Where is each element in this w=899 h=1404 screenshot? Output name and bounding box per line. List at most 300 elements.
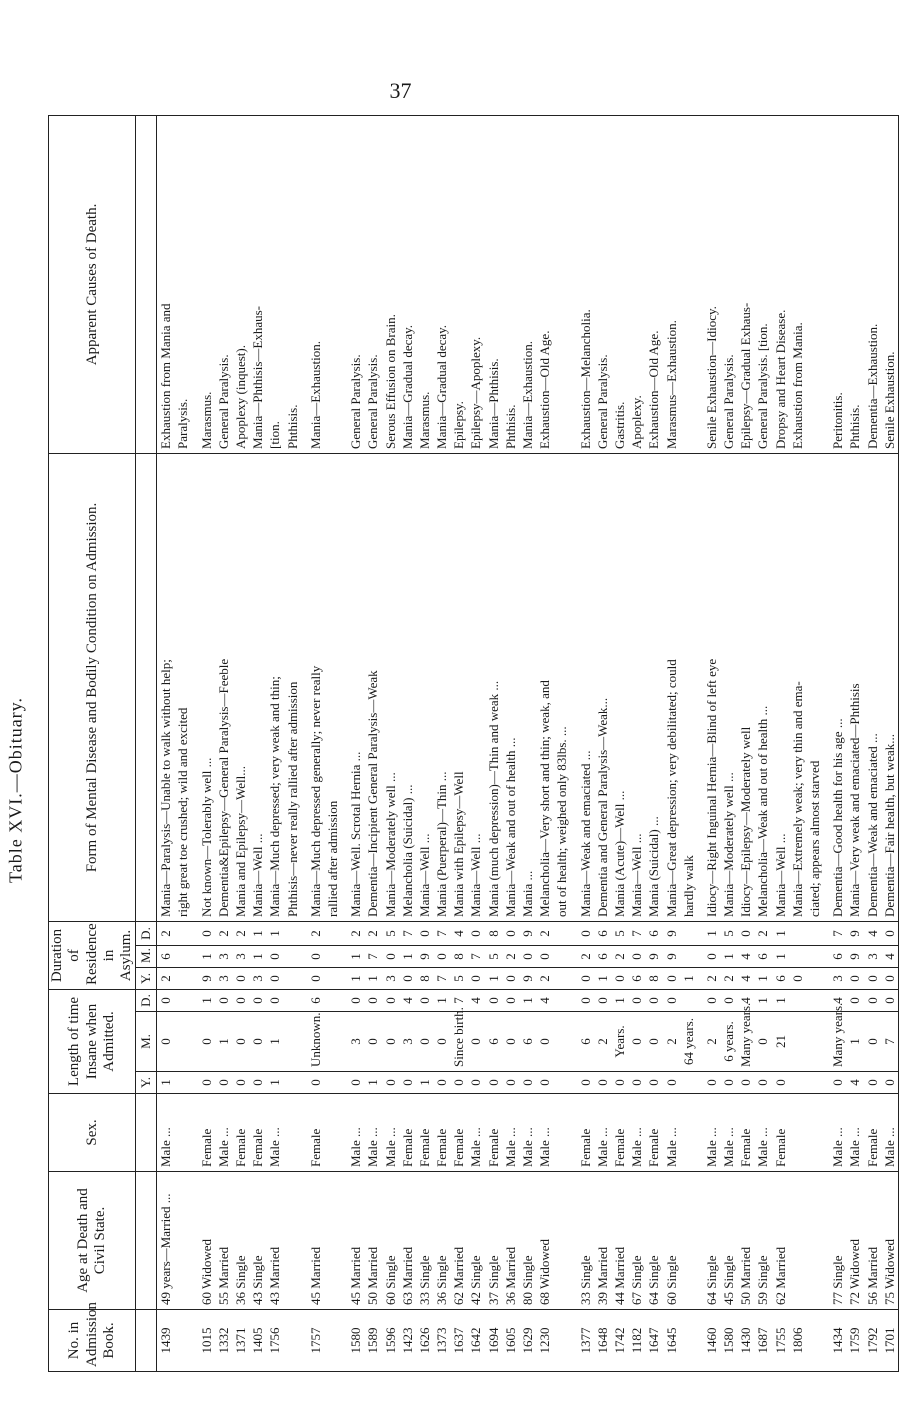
cause-of-death: Phthisis. <box>847 404 863 449</box>
sex: Female <box>399 1128 415 1167</box>
length-years: 0 <box>485 1079 501 1086</box>
form-of-disease: Mania—Moderately well ... <box>382 772 398 917</box>
form-of-disease: Melancholia (Suicidal) ... <box>399 784 415 917</box>
duration-days: 2 <box>158 930 174 937</box>
page-number: 37 <box>389 78 412 103</box>
age-civil-state <box>806 1176 823 1305</box>
duration-days: 2 <box>755 930 771 937</box>
cause-of-death: General Paralysis. <box>215 354 231 449</box>
header-cause: Apparent Causes of Death. <box>49 115 136 453</box>
duration-months: 9 <box>847 953 863 960</box>
length-years <box>789 1076 806 1089</box>
duration-days: 2 <box>348 930 364 937</box>
admission-number: 1629 <box>520 1327 535 1354</box>
length-days <box>284 994 301 1007</box>
sex: Male ... <box>594 1127 610 1167</box>
length-years: 0 <box>537 1079 553 1086</box>
age-civil-state: 37 Single <box>485 1255 501 1305</box>
duration-years: 9 <box>520 975 535 982</box>
admission-number: 1182 <box>629 1327 645 1354</box>
form-of-disease: Idiocy—Epilepsy—Moderately well <box>738 726 754 917</box>
length-days <box>174 994 191 1007</box>
length-days: 0 <box>267 997 283 1004</box>
age-civil-state: 60 Single <box>663 1255 679 1305</box>
table-title <box>5 640 26 940</box>
duration-months: 1 <box>399 953 415 960</box>
length-days: 6 <box>307 997 323 1004</box>
duration-months: 3 <box>864 953 880 960</box>
duration-months: 1 <box>772 953 788 960</box>
duration-years: 1 <box>594 975 610 982</box>
cause-of-death: Exhaustion—Old Age. <box>646 330 662 449</box>
form-of-disease: Mania—Well ... <box>468 833 484 917</box>
sub-days: D. <box>136 989 157 1011</box>
duration-days: 5 <box>382 930 398 937</box>
sex: Male ... <box>847 1127 863 1167</box>
admission-number: 1332 <box>215 1327 231 1354</box>
form-of-disease: Mania—Much depressed generally; never really <box>307 665 323 917</box>
length-months: 0 <box>382 1038 398 1045</box>
sex: Male ... <box>348 1127 364 1167</box>
duration-years: 0 <box>789 975 805 982</box>
cause-of-death: Mania—Gradual decay. <box>434 324 450 449</box>
admission-number <box>284 1314 301 1367</box>
sex: Female <box>772 1128 788 1167</box>
duration-years: 0 <box>307 975 323 982</box>
sex: Male ... <box>663 1127 679 1167</box>
duration-days: 9 <box>847 930 863 937</box>
length-months: 7 <box>881 1038 897 1045</box>
sex: Female <box>485 1128 501 1167</box>
length-days: 7 <box>451 997 467 1004</box>
length-years <box>680 1076 697 1089</box>
length-days: 1 <box>520 997 535 1004</box>
length-months: 3 <box>348 1038 364 1045</box>
duration-days: 5 <box>611 930 627 937</box>
age-civil-state: 64 Single <box>646 1255 662 1305</box>
form-of-disease: Mania—Moderately well ... <box>721 772 737 917</box>
cause-of-death <box>680 120 697 449</box>
length-days <box>680 994 697 1007</box>
cause-of-death: Exhaustion—Melancholia. <box>577 309 593 449</box>
sex: Male ... <box>721 1127 737 1167</box>
duration-years: 3 <box>250 975 266 982</box>
cause-of-death: Senile Exhaustion. <box>881 351 897 449</box>
duration-months: 4 <box>738 953 754 960</box>
duration-days: 0 <box>738 930 754 937</box>
sex <box>553 1098 570 1167</box>
duration-months: 0 <box>434 953 450 960</box>
cause-of-death: Epilepsy. <box>451 401 467 449</box>
form-of-disease: Mania (Suicidal) ... <box>646 816 662 917</box>
length-days: 0 <box>703 997 719 1004</box>
duration-years: 0 <box>881 975 897 982</box>
duration-years: 3 <box>382 975 398 982</box>
duration-days <box>174 926 191 941</box>
sex: Female <box>233 1128 248 1167</box>
duration-days: 0 <box>577 930 593 937</box>
sex: Female <box>738 1128 754 1167</box>
admission-number: 1806 <box>789 1327 805 1354</box>
admission-number: 1460 <box>703 1327 719 1354</box>
length-months <box>284 1016 301 1067</box>
form-of-disease: Idiocy—Right Inguinal Hernia—Blind of left eye <box>703 658 719 917</box>
sub-blank <box>136 1172 157 1310</box>
length-months: 0 <box>864 1038 880 1045</box>
sub-blank <box>136 453 157 921</box>
form-of-disease: Mania—Well ... <box>416 833 432 917</box>
admission-number: 1580 <box>348 1327 364 1354</box>
length-days: 0 <box>158 997 174 1004</box>
length-years: 0 <box>399 1079 415 1086</box>
age-civil-state: 67 Single <box>629 1255 645 1305</box>
duration-days <box>806 926 823 941</box>
admission-number: 1377 <box>577 1327 593 1354</box>
age-civil-state <box>284 1176 301 1305</box>
sub-years: Y. <box>136 967 157 989</box>
duration-months: 7 <box>468 953 484 960</box>
length-days <box>324 994 341 1007</box>
length-days: 0 <box>721 997 737 1004</box>
duration-days: 2 <box>537 930 553 937</box>
age-civil-state: 62 Married <box>772 1246 788 1305</box>
length-months: 6 <box>520 1038 535 1045</box>
length-months <box>553 1016 570 1067</box>
form-of-disease: Melancholia—Very short and thin; weak, and <box>537 680 553 917</box>
length-months: 0 <box>233 1038 248 1045</box>
cause-of-death: Mania—Exhaustion. <box>307 341 323 449</box>
cause-of-death: Paralysis. <box>175 398 191 449</box>
admission-number: 1742 <box>611 1327 627 1354</box>
duration-months: 9 <box>663 953 679 960</box>
duration-days: 5 <box>721 930 737 937</box>
form-of-disease: Not known—Tolerably well ... <box>198 757 214 917</box>
age-civil-state <box>174 1176 191 1305</box>
duration-months: 5 <box>485 953 501 960</box>
length-months: 0 <box>365 1038 381 1045</box>
form-of-disease: Mania (much depression)—Thin and weak ... <box>485 680 501 917</box>
length-days: 0 <box>250 997 266 1004</box>
length-months: 1 <box>847 1038 863 1045</box>
admission-number: 1792 <box>864 1327 880 1354</box>
length-years: 0 <box>663 1079 679 1086</box>
duration-months: 6 <box>158 953 174 960</box>
sex: Female <box>434 1128 450 1167</box>
cause-of-death: Phthisis. <box>284 404 300 449</box>
form-of-disease: Dementia—Weak and emaciated ... <box>864 733 880 917</box>
length-years: 0 <box>738 1079 754 1086</box>
duration-months: 7 <box>365 953 381 960</box>
form-of-disease: Melancholia—Weak and out of health ... <box>755 705 771 917</box>
admission-number: 1015 <box>198 1327 214 1354</box>
duration-months <box>680 950 697 963</box>
duration-months: 0 <box>307 953 323 960</box>
length-days: 1 <box>772 997 788 1004</box>
length-months: 6 <box>485 1038 501 1045</box>
length-days: 0 <box>864 997 880 1004</box>
age-civil-state: 68 Widowed <box>537 1238 553 1305</box>
length-days: 0 <box>233 997 248 1004</box>
duration-years: 9 <box>198 975 214 982</box>
length-days: 4 <box>399 997 415 1004</box>
length-years: 0 <box>577 1079 593 1086</box>
age-civil-state: 55 Married <box>215 1246 231 1305</box>
duration-days: 7 <box>399 930 415 937</box>
length-months <box>789 1016 806 1067</box>
length-months: 3 <box>399 1038 415 1045</box>
length-years <box>553 1076 570 1089</box>
duration-days: 7 <box>830 930 846 937</box>
sex <box>174 1098 191 1167</box>
admission-number: 1694 <box>485 1327 501 1354</box>
length-days: 1 <box>198 997 214 1004</box>
form-of-disease: Dementia&Epilepsy—General Paralysis—Feeble <box>215 658 231 917</box>
age-civil-state: 49 years—Married ... <box>158 1193 174 1305</box>
duration-years: 0 <box>468 975 484 982</box>
cause-of-death: General Paralysis. <box>721 354 737 449</box>
form-of-disease: Dementia—Fair health, but weak... <box>881 733 897 917</box>
sex: Male ... <box>468 1127 484 1167</box>
cause-of-death: Peritonitis. <box>830 392 846 449</box>
length-days: 0 <box>629 997 645 1004</box>
header-age-civil: Age at Death and Civil State. <box>49 1172 136 1310</box>
duration-months: 9 <box>646 953 662 960</box>
col-length-months <box>157 1002 899 1072</box>
length-years: 0 <box>382 1079 398 1086</box>
admission-number: 1755 <box>772 1327 788 1354</box>
length-years: 0 <box>468 1079 484 1086</box>
length-days: 4 <box>738 997 754 1004</box>
cause-of-death: Mania—Phthisis—Exhaus- <box>250 305 266 449</box>
col-sex <box>157 1094 899 1172</box>
length-years <box>806 1076 823 1089</box>
sex: Female <box>577 1128 593 1167</box>
age-civil-state: 45 Single <box>721 1255 737 1305</box>
duration-months: 4 <box>881 953 897 960</box>
duration-days: 0 <box>502 930 518 937</box>
admission-number <box>553 1314 570 1367</box>
col-cause <box>157 115 899 453</box>
duration-years: 0 <box>864 975 880 982</box>
length-months: 0 <box>468 1038 484 1045</box>
admission-number: 1647 <box>646 1327 662 1354</box>
length-months: Years. <box>611 1025 627 1058</box>
age-civil-state: 72 Widowed <box>847 1238 863 1305</box>
admission-number: 1701 <box>881 1327 897 1354</box>
age-civil-state: 45 Married <box>348 1246 364 1305</box>
cause-of-death: General Paralysis. <box>594 354 610 449</box>
age-civil-state: 77 Single <box>830 1255 846 1305</box>
cause-of-death <box>806 120 823 449</box>
sex <box>806 1098 823 1167</box>
sex: Male ... <box>755 1127 771 1167</box>
sex: Female <box>307 1128 323 1167</box>
duration-years: 0 <box>399 975 415 982</box>
sex: Female <box>451 1128 467 1167</box>
age-civil-state: 36 Single <box>233 1255 248 1305</box>
length-months <box>806 1016 823 1067</box>
cause-of-death: General Paralysis. <box>365 354 381 449</box>
admission-number: 1373 <box>434 1327 450 1354</box>
cause-of-death: Epilepsy—Gradual Exhaus- <box>738 302 754 449</box>
length-months: 21 <box>772 1035 788 1048</box>
duration-years: 2 <box>721 975 737 982</box>
duration-days: 6 <box>646 930 662 937</box>
length-days <box>789 994 806 1007</box>
length-days: 1 <box>434 997 450 1004</box>
duration-months <box>324 950 341 963</box>
length-years: 0 <box>233 1079 248 1086</box>
duration-days: 2 <box>233 930 248 937</box>
duration-days: 0 <box>468 930 484 937</box>
form-of-disease: Mania—Weak and out of health ... <box>502 737 518 917</box>
length-years: 0 <box>755 1079 771 1086</box>
duration-days <box>324 926 341 941</box>
length-years: 0 <box>198 1079 214 1086</box>
sex <box>789 1098 806 1167</box>
sex <box>680 1098 697 1167</box>
length-years: 0 <box>451 1079 467 1086</box>
duration-months: 1 <box>198 953 214 960</box>
length-years: 0 <box>703 1079 719 1086</box>
age-civil-state: 36 Single <box>434 1255 450 1305</box>
admission-number: 1642 <box>468 1327 484 1354</box>
duration-days: 2 <box>307 930 323 937</box>
length-years: 0 <box>629 1079 645 1086</box>
admission-number: 1434 <box>830 1327 846 1354</box>
duration-years: 8 <box>416 975 432 982</box>
duration-days: 7 <box>434 930 450 937</box>
admission-number: 1626 <box>416 1327 432 1354</box>
duration-months: 1 <box>348 953 364 960</box>
cause-of-death: Exhaustion from Mania and <box>158 303 174 449</box>
length-months: 2 <box>703 1038 719 1045</box>
duration-years: 0 <box>267 975 283 982</box>
sub-days: D. <box>136 921 157 945</box>
length-months: Many years. <box>738 1002 754 1067</box>
duration-years: 0 <box>502 975 518 982</box>
age-civil-state <box>789 1176 806 1305</box>
duration-years: 1 <box>365 975 381 982</box>
age-civil-state: 64 Single <box>703 1255 719 1305</box>
duration-days: 0 <box>198 930 214 937</box>
header-length-insane: Length of time Insane when Admitted. <box>49 989 136 1093</box>
duration-months: 6 <box>594 953 610 960</box>
form-of-disease: right great toe crushed; wild and excited <box>175 707 191 917</box>
form-of-disease: Dementia—Good health for his age ... <box>830 718 846 917</box>
length-years: 0 <box>830 1079 846 1086</box>
duration-days <box>789 926 806 941</box>
length-years: 1 <box>416 1079 432 1086</box>
duration-months: 8 <box>451 953 467 960</box>
length-days: 0 <box>348 997 364 1004</box>
duration-years: 1 <box>485 975 501 982</box>
length-days: 0 <box>502 997 518 1004</box>
sex: Male ... <box>267 1127 283 1167</box>
length-days: 4 <box>830 997 846 1004</box>
col-duration-months <box>157 945 899 967</box>
form-of-disease: ciated; appears almost starved <box>807 760 822 917</box>
form-of-disease: Mania ... <box>520 870 535 917</box>
form-of-disease: hardly walk <box>680 855 696 917</box>
length-years: 0 <box>594 1079 610 1086</box>
duration-days <box>680 926 697 941</box>
age-civil-state: 43 Single <box>250 1255 266 1305</box>
length-months: 1 <box>267 1038 283 1045</box>
duration-years: 4 <box>738 975 754 982</box>
duration-months: 0 <box>520 953 535 960</box>
length-months: 0 <box>434 1038 450 1045</box>
cause-of-death: Phthisis. <box>502 404 518 449</box>
col-duration-days <box>157 921 899 945</box>
length-years: 0 <box>646 1079 662 1086</box>
duration-years: 2 <box>703 975 719 982</box>
length-months: 1 <box>215 1038 231 1045</box>
length-months: 6 <box>577 1038 593 1045</box>
length-days: 0 <box>847 997 863 1004</box>
length-days: 4 <box>537 997 553 1004</box>
cause-of-death: Apoplexy (inquest). <box>233 345 248 449</box>
duration-days: 9 <box>663 930 679 937</box>
length-months: Unknown. <box>307 1012 323 1067</box>
duration-months: 3 <box>233 953 248 960</box>
cause-of-death: Exhaustion from Mania. <box>789 322 805 449</box>
cause-of-death: Apoplexy. <box>629 395 645 449</box>
sub-months: M. <box>136 945 157 967</box>
age-civil-state: 39 Married <box>594 1246 610 1305</box>
length-days: 0 <box>215 997 231 1004</box>
sub-blank <box>136 1310 157 1372</box>
age-civil-state: 75 Widowed <box>881 1238 897 1305</box>
length-years: 1 <box>365 1079 381 1086</box>
form-of-disease: Mania (Acute)—Well ... <box>611 790 627 917</box>
sex: Male ... <box>629 1127 645 1167</box>
length-days: 1 <box>611 997 627 1004</box>
age-civil-state: 80 Single <box>520 1255 535 1305</box>
form-of-disease: Mania and Epilepsy—Well... <box>233 766 248 917</box>
admission-number: 1645 <box>663 1327 679 1354</box>
duration-months <box>806 950 823 963</box>
length-years: 0 <box>611 1079 627 1086</box>
duration-days: 4 <box>864 930 880 937</box>
duration-years: 2 <box>158 975 174 982</box>
sex: Female <box>864 1128 880 1167</box>
form-of-disease: Mania—Very weak and emaciated—Phthisis <box>847 683 863 917</box>
length-years: 0 <box>434 1079 450 1086</box>
duration-years: 8 <box>646 975 662 982</box>
length-days: 0 <box>416 997 432 1004</box>
duration-years <box>174 972 191 985</box>
duration-years: 6 <box>629 975 645 982</box>
length-days <box>553 994 570 1007</box>
duration-months: 6 <box>830 953 846 960</box>
sex: Male ... <box>365 1127 381 1167</box>
sex: Male ... <box>502 1127 518 1167</box>
form-of-disease: Mania—Paralysis—Unable to walk without help; <box>158 659 174 917</box>
admission-number <box>324 1314 341 1367</box>
sex: Male ... <box>215 1127 231 1167</box>
duration-days: 0 <box>416 930 432 937</box>
cause-of-death: Mania—Gradual decay. <box>399 324 415 449</box>
duration-years: 6 <box>772 975 788 982</box>
duration-years: 1 <box>755 975 771 982</box>
form-of-disease: Mania—Much depressed; very weak and thin; <box>267 676 283 917</box>
sex: Male ... <box>158 1127 174 1167</box>
admission-number: 1605 <box>502 1327 518 1354</box>
form-of-disease: Mania—Well ... <box>629 833 645 917</box>
admission-number: 1648 <box>594 1327 610 1354</box>
duration-months <box>284 950 301 963</box>
